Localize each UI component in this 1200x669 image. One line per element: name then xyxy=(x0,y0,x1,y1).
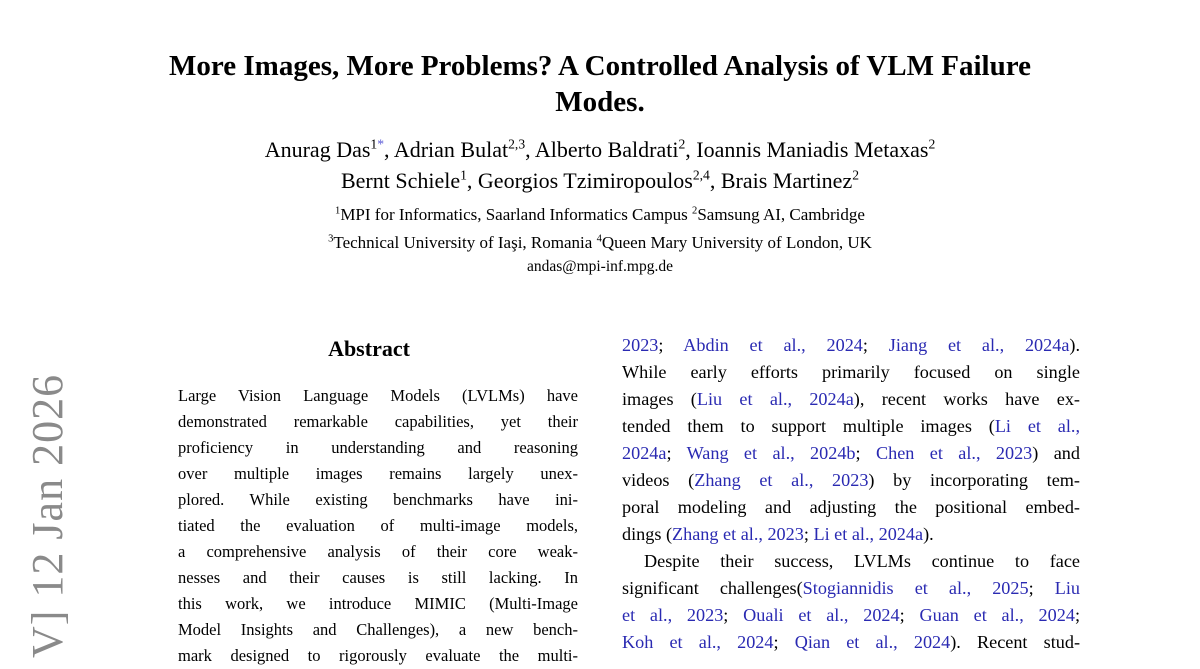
text-run: Queen Mary University of London, UK xyxy=(601,233,872,252)
abstract-line xyxy=(178,591,578,617)
citation-link[interactable]: Jiang et al., 2024a xyxy=(888,335,1070,355)
text-run: tended them to support multiple images ( xyxy=(622,416,995,436)
introduction-line xyxy=(622,521,1080,548)
text-run: Bernt Schiele xyxy=(340,168,461,193)
text-run: over multiple images remains largely unex- xyxy=(178,464,578,483)
text-run: Samsung AI, Cambridge xyxy=(697,205,865,224)
text-run: ; xyxy=(658,335,684,355)
text-run: Model Insights and Challenges), a new bench- xyxy=(178,620,578,639)
text-run: proficiency in understanding and reasoning xyxy=(178,438,578,457)
introduction-line xyxy=(622,359,1080,386)
text-run: , Georgios Tzimiropoulos xyxy=(466,168,693,193)
abstract-line xyxy=(178,435,578,461)
text-run: MPI for Informatics, Saarland Informatics Campus xyxy=(340,205,693,224)
abstract-line xyxy=(178,409,578,435)
abstract-line xyxy=(178,513,578,539)
text-run: While early efforts primarily focused on single xyxy=(622,362,1080,382)
text-run: ; xyxy=(1028,578,1055,598)
text-run: , Adrian Bulat xyxy=(384,137,509,162)
citation-link[interactable]: Koh et al., 2024 xyxy=(622,632,774,652)
citation-link[interactable]: et al., 2023 xyxy=(622,605,724,625)
text-run: ). Recent stud- xyxy=(950,632,1081,652)
introduction-line xyxy=(622,386,1080,413)
introduction-line xyxy=(622,467,1080,494)
text-run: ; xyxy=(899,605,920,625)
text-run: ). xyxy=(1069,335,1080,355)
abstract-line xyxy=(178,539,578,565)
paper-title-line2: Modes. xyxy=(555,86,645,118)
text-run: , Brais Martinez xyxy=(709,168,853,193)
text-run: , Alberto Baldrati xyxy=(525,137,679,162)
affiliation-line xyxy=(0,229,1200,257)
citation-link[interactable]: Zhang et al., 2023 xyxy=(694,470,869,490)
citation-link[interactable]: 2024a xyxy=(622,443,667,463)
introduction-line xyxy=(622,602,1080,629)
author-line xyxy=(0,165,1200,196)
superscript-marker: 2,3 xyxy=(508,136,526,152)
text-run: ; xyxy=(666,443,687,463)
paper-title-line1: More Images, More Problems? A Controlled Analysis of VLM Failure xyxy=(169,50,1031,82)
abstract-line xyxy=(178,383,578,409)
text-run: significant challenges( xyxy=(622,578,803,598)
superscript-marker: 1 xyxy=(460,167,467,183)
superscript-marker: 1 xyxy=(335,205,341,217)
text-run: poral modeling and adjusting the positional embed- xyxy=(622,497,1080,517)
introduction-line xyxy=(622,575,1080,602)
abstract-line xyxy=(178,565,578,591)
superscript-marker: 4 xyxy=(596,233,602,245)
paper-title xyxy=(0,48,1200,120)
introduction-text xyxy=(622,332,1080,656)
text-run: a comprehensive analysis of their core weak- xyxy=(178,542,578,561)
text-run: this work, we introduce MIMIC (Multi-Image xyxy=(178,594,578,613)
citation-link[interactable]: Stogiannidis et al., 2025 xyxy=(802,578,1029,598)
introduction-line xyxy=(622,413,1080,440)
abstract-text xyxy=(178,383,578,669)
text-run: , Ioannis Maniadis Metaxas xyxy=(685,137,929,162)
introduction-line xyxy=(622,629,1080,656)
text-run: Large Vision Language Models (LVLMs) have xyxy=(178,386,578,405)
citation-link[interactable]: Abdin et al., 2024 xyxy=(683,335,863,355)
abstract-line xyxy=(178,617,578,643)
abstract-line xyxy=(178,643,578,669)
text-run: ; xyxy=(855,443,876,463)
text-run: mark designed to rigorously evaluate the multi- xyxy=(178,646,578,665)
superscript-marker: 2 xyxy=(692,205,698,217)
abstract-line xyxy=(178,487,578,513)
author-line xyxy=(0,134,1200,165)
superscript-marker: 2 xyxy=(852,167,860,183)
text-run: demonstrated remarkable capabilities, yet their xyxy=(178,412,578,431)
superscript-marker: 2,4 xyxy=(692,167,710,183)
author-list xyxy=(0,134,1200,196)
contact-email: andas@mpi-inf.mpg.de xyxy=(527,258,673,275)
introduction-line xyxy=(622,494,1080,521)
citation-link[interactable]: Liu et al., 2024a xyxy=(696,389,854,409)
footnote-star[interactable]: * xyxy=(377,136,385,152)
introduction-line xyxy=(622,332,1080,359)
text-run: ) by incorporating tem- xyxy=(868,470,1080,490)
abstract-line xyxy=(178,461,578,487)
superscript-marker: 1 xyxy=(370,136,378,152)
superscript-marker: 3 xyxy=(328,233,334,245)
text-run: ; xyxy=(773,632,795,652)
affiliation-line xyxy=(0,201,1200,229)
superscript-marker: 2 xyxy=(678,136,686,152)
affiliation-list xyxy=(0,201,1200,257)
text-run: Despite their success, LVLMs continue to face xyxy=(644,551,1080,571)
text-run: Technical University of Iaşi, Romania xyxy=(333,233,597,252)
citation-link[interactable]: Liu xyxy=(1054,578,1080,598)
citation-link[interactable]: Li et al., 2024a xyxy=(813,524,924,544)
text-run: images ( xyxy=(622,389,697,409)
text-run: plored. While existing benchmarks have ini- xyxy=(178,490,578,509)
text-run: tiated the evaluation of multi-image models, xyxy=(178,516,578,535)
text-run: ; xyxy=(723,605,744,625)
citation-link[interactable]: Li et al., xyxy=(994,416,1081,436)
citation-link[interactable]: Guan et al., 2024 xyxy=(919,605,1075,625)
text-run: dings ( xyxy=(622,524,673,544)
introduction-line xyxy=(622,440,1080,467)
citation-link[interactable]: Zhang et al., 2023 xyxy=(672,524,804,544)
text-run: ; xyxy=(803,524,814,544)
text-run: ), recent works have ex- xyxy=(853,389,1080,409)
text-run: ; xyxy=(1074,605,1080,625)
text-run: nesses and their causes is still lacking. In xyxy=(178,568,578,587)
citation-link[interactable]: Ouali et al., 2024 xyxy=(743,605,900,625)
superscript-marker: 2 xyxy=(928,136,936,152)
arxiv-watermark: V] 12 Jan 2026 xyxy=(23,373,72,658)
text-run: Anurag Das xyxy=(264,137,371,162)
citation-link[interactable]: Wang et al., 2024b xyxy=(686,443,856,463)
abstract-heading: Abstract xyxy=(328,336,410,361)
text-run: ) and xyxy=(1032,443,1080,463)
text-run: ). xyxy=(923,524,934,544)
introduction-line xyxy=(622,548,1080,575)
citation-link[interactable]: 2023 xyxy=(622,335,659,355)
citation-link[interactable]: Qian et al., 2024 xyxy=(794,632,951,652)
text-run: ; xyxy=(862,335,889,355)
text-run: videos ( xyxy=(622,470,695,490)
citation-link[interactable]: Chen et al., 2023 xyxy=(875,443,1033,463)
